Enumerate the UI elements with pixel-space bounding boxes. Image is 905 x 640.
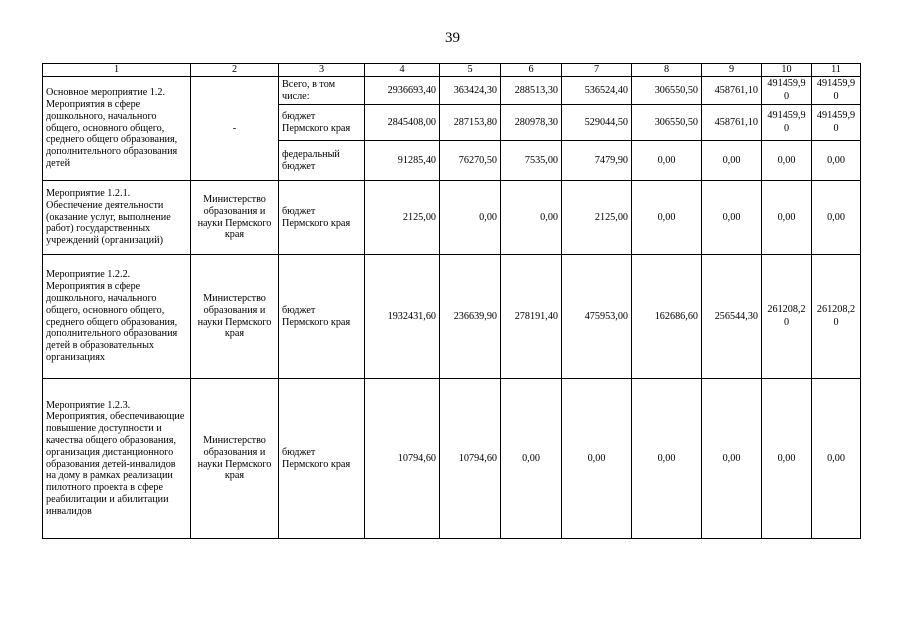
value-cell: 0,00 — [562, 379, 632, 539]
value-cell: 363424,30 — [440, 77, 501, 105]
value-cell: 0,00 — [632, 379, 702, 539]
value-cell: 0,00 — [632, 141, 702, 181]
activity-cell: Мероприятие 1.2.2. Мероприятия в сфере дошкольного, начального общего, основного общего, среднего общего образования, дополнительного образования детей в образовательных организациях — [43, 255, 191, 379]
value-cell: 7535,00 — [501, 141, 562, 181]
activity-cell: Мероприятие 1.2.3. Мероприятия, обеспечивающие повышение доступности и качества общего образования, организация дистанционного образования детей-инвалидов на дому в рамках реализации пилотного проекта в сфере реабилитации и абилитации инвалидов — [43, 379, 191, 539]
value-cell: 10794,60 — [440, 379, 501, 539]
executor-cell: Министерство образования и науки Пермского края — [191, 379, 279, 539]
value-cell: 280978,30 — [501, 105, 562, 141]
value-cell: 0,00 — [440, 181, 501, 255]
value-cell: 491459,90 — [762, 105, 812, 141]
source-cell: федеральный бюджет — [279, 141, 365, 181]
value-cell: 0,00 — [702, 379, 762, 539]
executor-cell: - — [191, 77, 279, 181]
value-cell: 278191,40 — [501, 255, 562, 379]
value-cell: 91285,40 — [365, 141, 440, 181]
value-cell: 236639,90 — [440, 255, 501, 379]
value-cell: 458761,10 — [702, 105, 762, 141]
value-cell: 1932431,60 — [365, 255, 440, 379]
value-cell: 475953,00 — [562, 255, 632, 379]
executor-cell: Министерство образования и науки Пермского края — [191, 255, 279, 379]
activity-cell: Основное мероприятие 1.2. Мероприятия в сфере дошкольного, начального общего, основного общего, среднего общего образования, дополнительного образования детей — [43, 77, 191, 181]
column-header: 1 — [43, 64, 191, 77]
source-cell: бюджет Пермского края — [279, 255, 365, 379]
column-header: 4 — [365, 64, 440, 77]
value-cell: 529044,50 — [562, 105, 632, 141]
activity-cell: Мероприятие 1.2.1. Обеспечение деятельности (оказание услуг, выполнение работ) государственных учреждений (организаций) — [43, 181, 191, 255]
column-header: 6 — [501, 64, 562, 77]
table-row — [43, 77, 861, 105]
table-header-row — [43, 64, 861, 77]
value-cell: 0,00 — [812, 379, 861, 539]
value-cell: 306550,50 — [632, 105, 702, 141]
value-cell: 491459,90 — [812, 105, 861, 141]
value-cell: 10794,60 — [365, 379, 440, 539]
column-header: 11 — [812, 64, 861, 77]
value-cell: 536524,40 — [562, 77, 632, 105]
executor-cell: Министерство образования и науки Пермского края — [191, 181, 279, 255]
page-number: 39 — [445, 30, 460, 46]
value-cell: 0,00 — [501, 181, 562, 255]
value-cell: 0,00 — [812, 141, 861, 181]
value-cell: 162686,60 — [632, 255, 702, 379]
value-cell: 491459,90 — [762, 77, 812, 105]
value-cell: 0,00 — [762, 379, 812, 539]
table-row — [43, 181, 861, 255]
value-cell: 256544,30 — [702, 255, 762, 379]
value-cell: 0,00 — [632, 181, 702, 255]
value-cell: 2125,00 — [562, 181, 632, 255]
value-cell: 287153,80 — [440, 105, 501, 141]
value-cell: 7479,90 — [562, 141, 632, 181]
value-cell: 0,00 — [702, 141, 762, 181]
value-cell: 261208,20 — [812, 255, 861, 379]
value-cell: 0,00 — [762, 181, 812, 255]
value-cell: 0,00 — [762, 141, 812, 181]
value-cell: 288513,30 — [501, 77, 562, 105]
column-header: 10 — [762, 64, 812, 77]
value-cell: 76270,50 — [440, 141, 501, 181]
value-cell: 306550,50 — [632, 77, 702, 105]
column-header: 3 — [279, 64, 365, 77]
value-cell: 2845408,00 — [365, 105, 440, 141]
source-cell: бюджет Пермского края — [279, 379, 365, 539]
source-cell: бюджет Пермского края — [279, 105, 365, 141]
value-cell: 261208,20 — [762, 255, 812, 379]
value-cell: 2936693,40 — [365, 77, 440, 105]
value-cell: 458761,10 — [702, 77, 762, 105]
value-cell: 0,00 — [702, 181, 762, 255]
table-row — [43, 255, 861, 379]
budget-table — [42, 63, 861, 539]
table-row — [43, 379, 861, 539]
value-cell: 491459,90 — [812, 77, 861, 105]
value-cell: 0,00 — [812, 181, 861, 255]
source-cell: бюджет Пермского края — [279, 181, 365, 255]
value-cell: 0,00 — [501, 379, 562, 539]
column-header: 2 — [191, 64, 279, 77]
column-header: 5 — [440, 64, 501, 77]
value-cell: 2125,00 — [365, 181, 440, 255]
source-cell: Всего, в том числе: — [279, 77, 365, 105]
column-header: 9 — [702, 64, 762, 77]
column-header: 7 — [562, 64, 632, 77]
column-header: 8 — [632, 64, 702, 77]
